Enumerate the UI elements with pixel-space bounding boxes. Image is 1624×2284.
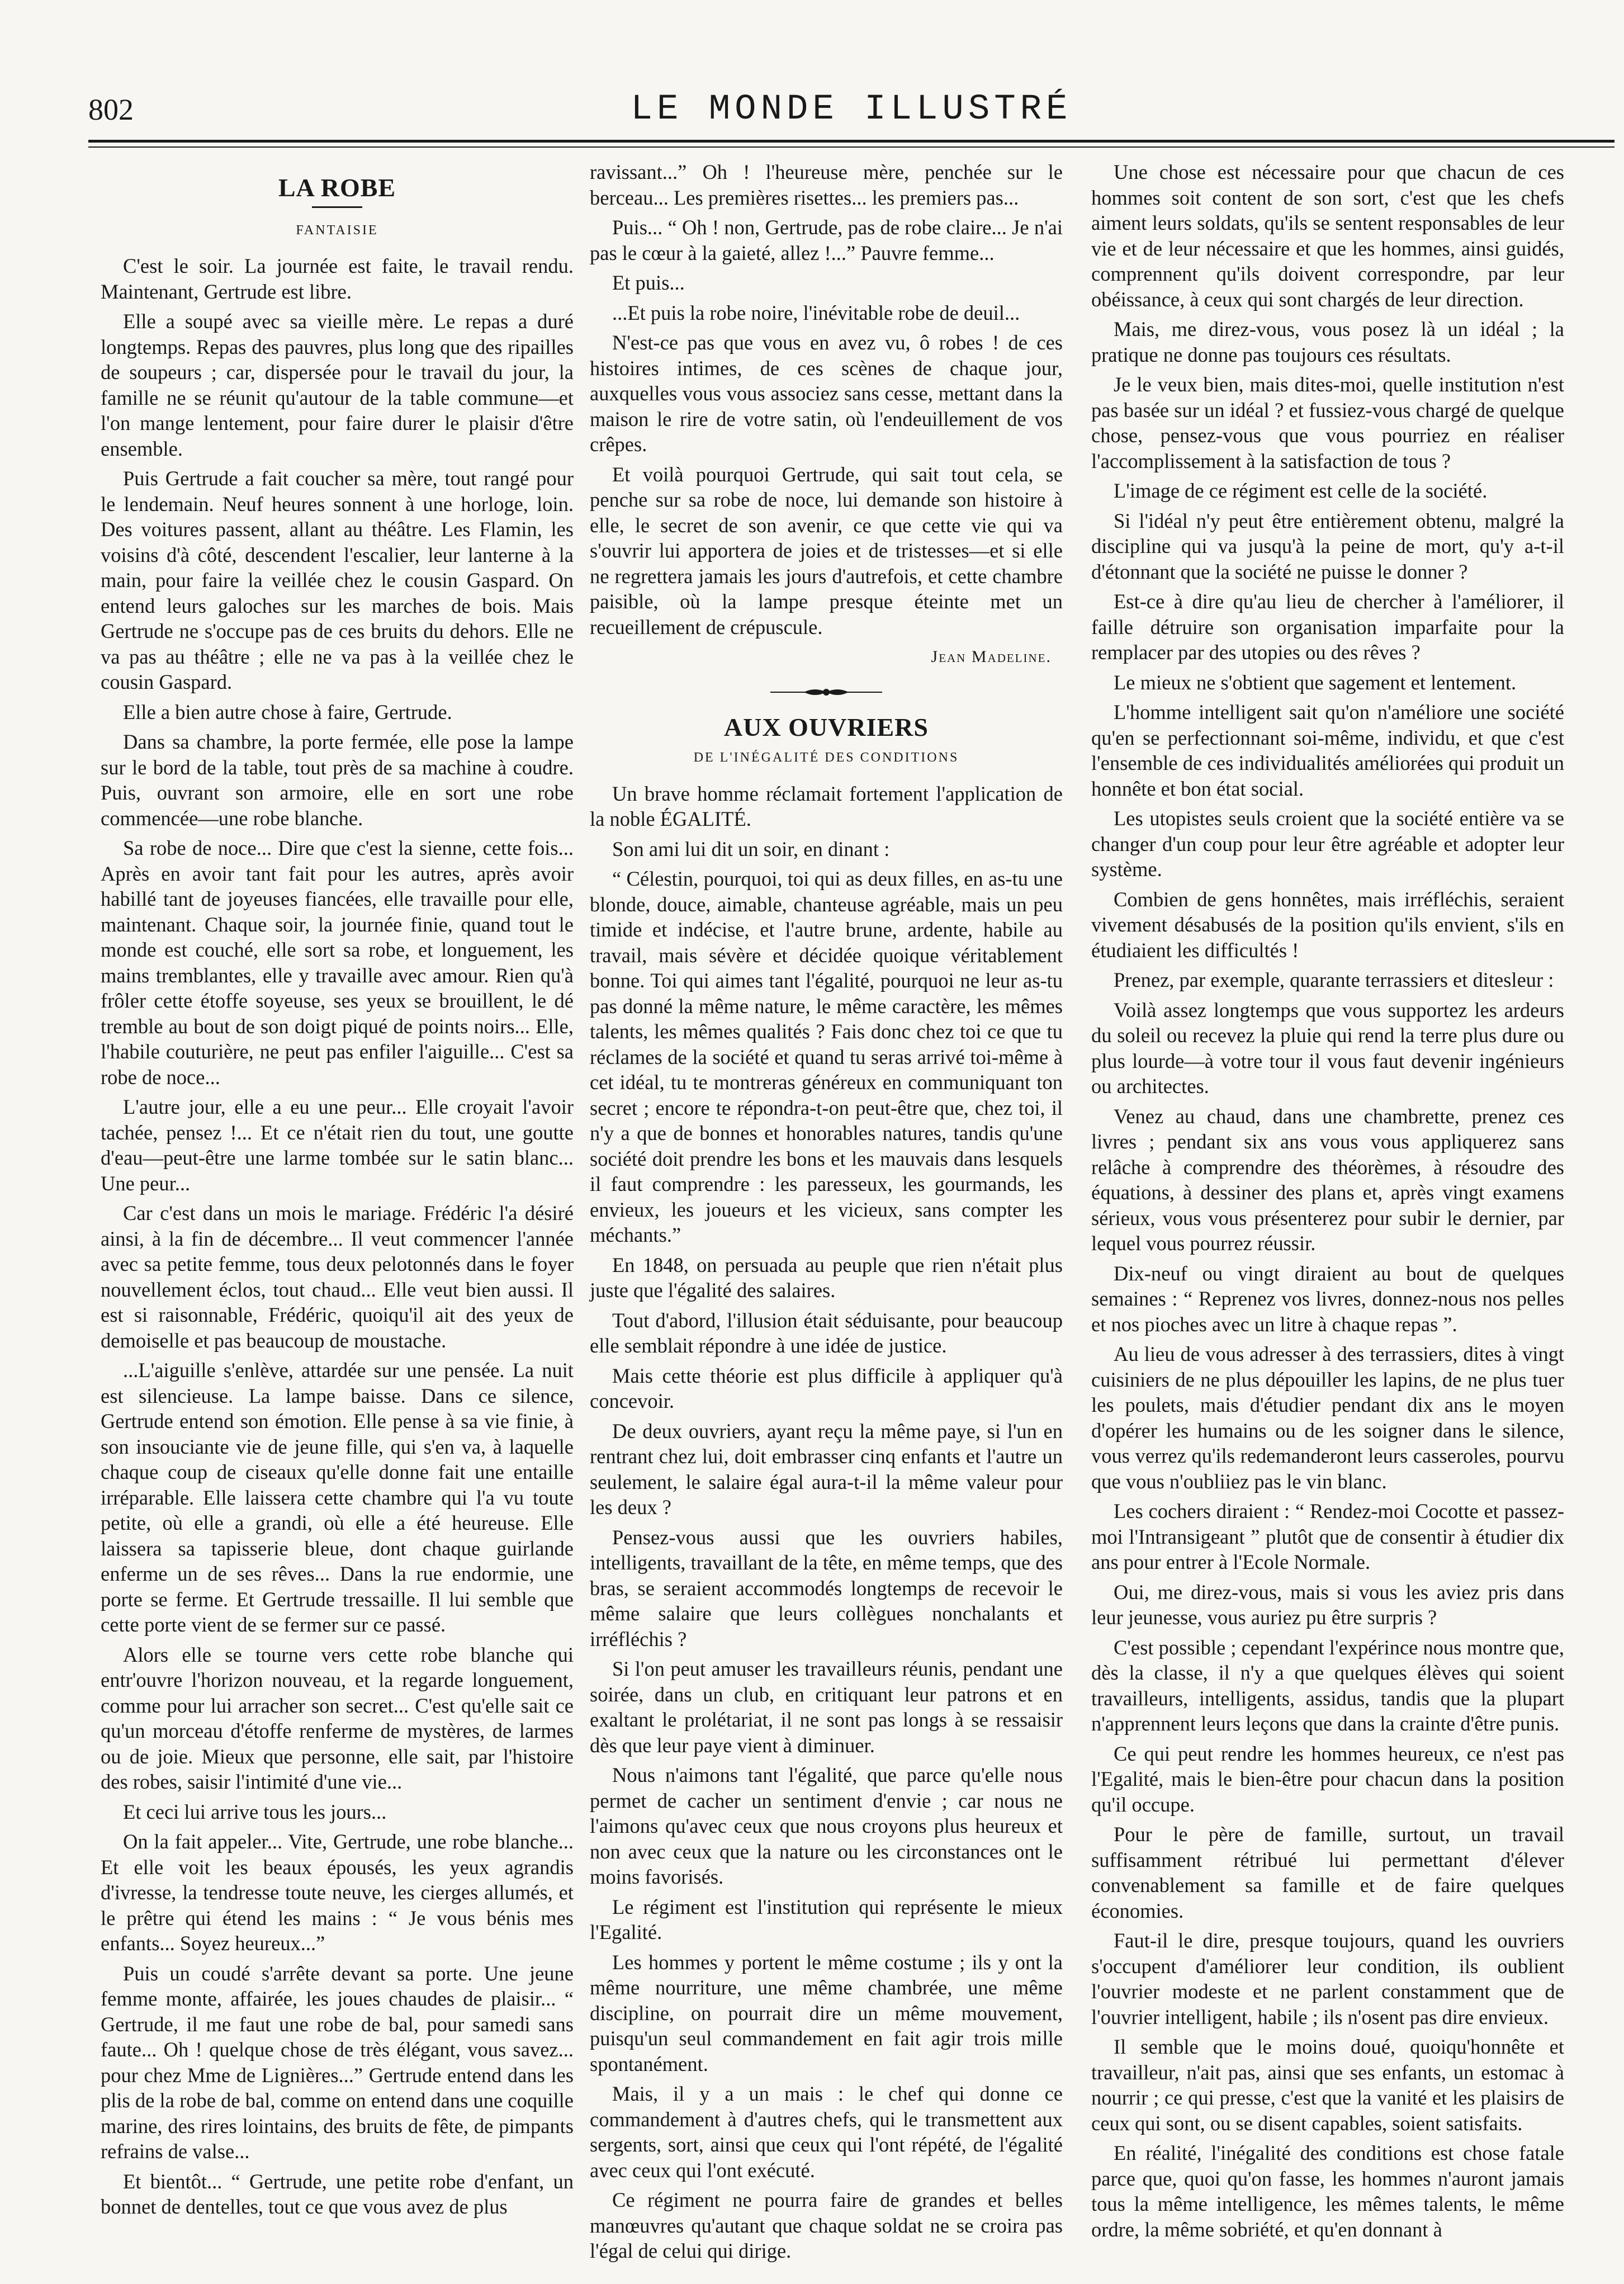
article-body-continued bbox=[1091, 159, 1564, 2242]
paragraph: Mais cette théorie est plus difficile à appliquer qu'à concevoir. bbox=[590, 1364, 1063, 1412]
paragraph: Dix-neuf ou vingt diraient au bout de quelques semaines : “ Reprenez vos livres, donnez-nous nos pelles et nos pioches avec un litre à chaque repas ”. bbox=[1091, 1261, 1564, 1336]
paragraph: Si l'idéal n'y peut être entièrement obtenu, malgré la discipline qui va jusqu'à la peine de mort, qu'y a-t-il d'étonnant que la société ne puisse le donner ? bbox=[1091, 509, 1564, 583]
paragraph: ravissant...” Oh ! l'heureuse mère, penchée sur le berceau... Les premières risettes... les premiers pas... bbox=[590, 160, 1063, 209]
article-title-aux-ouvriers: AUX OUVRIERS bbox=[724, 712, 929, 741]
paragraph: En réalité, l'inégalité des conditions est chose fatale parce que, quoi qu'on fasse, les hommes n'auront jamais tous la même intelligence, les mêmes talents, le même ordre, la même sobriété, et qu'en donnant à bbox=[1091, 2141, 1564, 2241]
paragraph: Sa robe de noce... Dire que c'est la sienne, cette fois... Après en avoir tant fait pour les autres, après avoir habillé tant de joyeuses fiancées, elle travaille pour elle, maintenant. Chaque soir, la journée finie, quand tout le monde est couché, elle sort sa robe, et longuement, les mains tremblantes, elle y travaille avec amour. Rien qu'à frôler cette étoffe soyeuse, ses yeux se brouillent, le dé tremble au bout de son doigt piqué de points noirs... Elle, l'habile couturière, ne peut pas enfiler l'aiguille... C'est sa robe de noce... bbox=[101, 836, 574, 1089]
paragraph: Tout d'abord, l'illusion était séduisante, pour beaucoup elle semblait répondre à une idée de justice. bbox=[590, 1308, 1063, 1357]
paragraph: Son ami lui dit un soir, en dinant : bbox=[612, 837, 890, 860]
article-body bbox=[101, 253, 574, 2220]
paragraph: Si l'on peut amuser les travailleurs réunis, pendant une soirée, dans un club, en critiquant leur patrons et en exaltant le prolétariat, il ne sont pas longs à se ressaisir dès que leur paye vient à diminuer. bbox=[590, 1657, 1063, 1757]
column-2 bbox=[590, 159, 1063, 2262]
header-rule bbox=[88, 140, 1614, 143]
author-signature: Jean Madeline. bbox=[931, 647, 1052, 666]
paragraph: C'est le soir. La journée est faite, le travail rendu. Maintenant, Gertrude est libre. bbox=[101, 254, 574, 303]
paragraph: Oui, me direz-vous, mais si vous les aviez pris dans leur jeunesse, vous auriez pu être surpris ? bbox=[1091, 1580, 1564, 1629]
paragraph: Au lieu de vous adresser à des terrassiers, dites à vingt cuisiniers de ne plus dépouiller les lapins, de ne plus tuer les poulets, mais d'étudier pendant dix ans le moyen d'opérer les humains ou de les soigner dans le silence, vous verrez qu'ils redemanderont leurs casseroles, pourvu que vous n'oubliiez pas le vin blanc. bbox=[1091, 1342, 1564, 1493]
paragraph: Et bientôt... “ Gertrude, une petite robe d'enfant, un bonnet de dentelles, tout ce que vous avez de plus bbox=[101, 2169, 574, 2218]
paragraph: L'homme intelligent sait qu'on n'améliore une société qu'en se perfectionnant soi-même, individu, et que c'est l'ensemble de ces individualités améliorées qui produit un honnête et bon état social. bbox=[1091, 701, 1564, 800]
paragraph: Elle a bien autre chose à faire, Gertrude. bbox=[123, 700, 452, 723]
paragraph: Et puis... bbox=[612, 271, 685, 294]
column-1 bbox=[101, 159, 574, 2250]
article-title-la-robe: LA ROBE bbox=[278, 173, 396, 202]
paragraph: Dans sa chambre, la porte fermée, elle pose la lampe sur le bord de la table, tout près de sa machine à coudre. Puis, ouvrant son armoire, elle en sort une robe commencée—une robe blanche. bbox=[101, 730, 574, 830]
article-subtitle-inegalite: DE L'INÉGALITÉ DES CONDITIONS bbox=[693, 750, 959, 765]
paragraph: Mais, il y a un mais : le chef qui donne ce commandement à d'autres chefs, qui le transmettent aux sergents, sort, ainsi que ceux qui l'ont répété, de l'égalité avec ceux qui l'ont exécuté. bbox=[590, 2082, 1063, 2182]
paragraph: ...L'aiguille s'enlève, attardée sur une pensée. La nuit est silencieuse. La lampe baisse. Dans ce silence, Gertrude entend son émotion. Elle pense à sa vie finie, à son insouciante vie de jeune fille, qui s'en va, à laquelle chaque coup de ciseaux qu'elle donne fait une entaille irréparable. Elle laissera cette chambre qui l'a vu toute petite, où elle a grandi, où elle a été heureuse. Elle laissera sa tapisserie bleue, dont chaque guirlande enferme un de ses rêves... Dans la rue endormie, une porte se ferme. Et Gertrude tressaille. Il lui semble que cette porte vient de se fermer sur ce passé. bbox=[101, 1359, 574, 1636]
paragraph: Prenez, par exemple, quarante terrassiers et ditesleur : bbox=[1114, 968, 1554, 991]
paragraph: Et ceci lui arrive tous les jours... bbox=[123, 1800, 387, 1823]
paragraph: N'est-ce pas que vous en avez vu, ô robes ! de ces histoires intimes, de ces scènes de chaque jour, auxquelles vous vous associez sans cesse, mettant dans la maison le rire de votre satin, où l'endeuillement de vos crêpes. bbox=[590, 331, 1063, 456]
paragraph: Ce qui peut rendre les hommes heureux, ce n'est pas l'Egalité, mais le bien-être pour chacun dans la position qu'il occupe. bbox=[1091, 1742, 1564, 1816]
paragraph: Le régiment est l'institution qui représente le mieux l'Egalité. bbox=[590, 1895, 1063, 1943]
paragraph: Les hommes y portent le même costume ; ils y ont la même nourriture, une même chambrée, une même discipline, on pourrait dire un même mouvement, puisqu'un seul commandement en fait agir trois mille spontanément. bbox=[590, 1950, 1063, 2075]
page-header bbox=[88, 87, 1614, 137]
article-subtitle-fantaisie: FANTAISIE bbox=[296, 223, 378, 238]
paragraph: En 1848, on persuada au peuple que rien n'était plus juste que l'égalité des salaires. bbox=[590, 1253, 1063, 1302]
ornament-divider-icon bbox=[770, 685, 882, 699]
paragraph: Un brave homme réclamait fortement l'application de la noble ÉGALITÉ. bbox=[590, 782, 1063, 830]
paragraph: Et voilà pourquoi Gertrude, qui sait tout cela, se penche sur sa robe de noce, lui demande son histoire à elle, le secret de son avenir, ce que cette vie qui va s'ouvrir lui apportera de joies et de tristesses—et si elle ne regrettera jamais les jours d'autrefois, et cette chambre paisible, où la lampe presque éteinte met un recueillement de crépuscule. bbox=[590, 462, 1063, 639]
paragraph: Puis Gertrude a fait coucher sa mère, tout rangé pour le lendemain. Neuf heures sonnent à une horloge, loin. Des voitures passent, allant au théâtre. Les Flamin, les voisins d'à côté, descendent l'escalier, leur lanterne à la main, pour faire la veillée chez le cousin Gaspard. On entend leurs galoches sur les marches de bois. Mais Gertrude ne s'occupe pas de ces bruits du dehors. Elle ne va pas au théâtre ; elle ne va pas à la veillée chez le cousin Gaspard. bbox=[101, 467, 574, 693]
paragraph: Ce régiment ne pourra faire de grandes et belles manœuvres qu'autant que chaque soldat ne se croira pas l'égal de celui qui dirige. bbox=[590, 2188, 1063, 2262]
paragraph: Combien de gens honnêtes, mais irréfléchis, seraient vivement désabusés de la position qu'ils envient, s'ils en étudiaient les difficultés ! bbox=[1091, 887, 1564, 962]
paragraph: Mais, me direz-vous, vous posez là un idéal ; la pratique ne donne pas toujours ces résultats. bbox=[1091, 318, 1564, 366]
paragraph: Voilà assez longtemps que vous supportez les ardeurs du soleil ou recevez la pluie qui rend la terre plus dure ou plus lourde—à votre tour il vous faut devenir ingénieurs ou architectes. bbox=[1091, 998, 1564, 1098]
paragraph: Les utopistes seuls croient que la société entière va se changer d'un coup pour leur être agréable et adopter leur système. bbox=[1091, 807, 1564, 881]
paragraph: Est-ce à dire qu'au lieu de chercher à l'améliorer, il faille détruire son organisation imparfaite pour la remplacer par des utopies ou des rêves ? bbox=[1091, 590, 1564, 664]
page-number: 802 bbox=[88, 93, 134, 126]
paragraph: Pour le père de famille, surtout, un travail suffisamment rétribué lui permettant d'élever convenablement sa famille et de faire quelques économies. bbox=[1091, 1823, 1564, 1922]
paragraph: L'autre jour, elle a eu une peur... Elle croyait l'avoir tachée, pensez !... Et ce n'était rien du tout, une goutte d'eau—peut-être une larme tombée sur le satin blanc... Une peur... bbox=[101, 1095, 574, 1195]
paragraph: Il semble que le moins doué, quoiqu'honnête et travailleur, n'ait pas, ainsi que ses enfants, un estomac à nourrir ; ce qui presse, c'est que la vanité et les plaisirs de ceux qui sont, ou se disent capables, soient satisfaits. bbox=[1091, 2035, 1564, 2135]
paragraph: Elle a soupé avec sa vieille mère. Le repas a duré longtemps. Repas des pauvres, plus long que des ripailles de soupeurs ; car, dispersée pour le travail du jour, la famille ne se réunit qu'autour de la table commune—et l'on mange lentement, pour faire durer le plaisir d'être ensemble. bbox=[101, 310, 574, 460]
paragraph: Venez au chaud, dans une chambrette, prenez ces livres ; pendant six ans vous vous appliquerez sans relâche à comprendre des théorèmes, à résoudre des équations, à dessiner des plans et, après vingt examens sérieux, vous vous présenterez pour subir le dernier, par lequel vous pourrez réussir. bbox=[1091, 1104, 1564, 1255]
paragraph: Je le veux bien, mais dites-moi, quelle institution n'est pas basée sur un idéal ? et fussiez-vous chargé de quelque chose, pensez-vous que vous pourriez en réaliser l'accomplissement à la satisfaction de tous ? bbox=[1091, 373, 1564, 472]
paragraph: C'est possible ; cependant l'expérince nous montre que, dès la classe, il n'y a que quelques élèves qui soient travailleurs, intelligents, assidus, tandis que la plupart n'apprennent leurs leçons que dans la crainte d'être punis. bbox=[1091, 1635, 1564, 1735]
article-body-continued bbox=[590, 159, 1063, 640]
paragraph: Faut-il le dire, presque toujours, quand les ouvriers s'occupent d'améliorer leur condition, ils oublient l'ouvrier modeste et ne parlent constamment que de l'ouvrier intelligent, habile ; ils n'osent pas dire envieux. bbox=[1091, 1929, 1564, 2028]
column-3 bbox=[1091, 159, 1564, 2250]
paragraph: Car c'est dans un mois le mariage. Frédéric l'a désiré ainsi, à la fin de décembre... Il veut commencer l'année avec sa petite femme, tous deux pelotonnés dans le foyer nouvellement éclos, tout chaud... Elle veut bien aussi. Il est si raisonnable, Frédéric, quoiqu'il ait des yeux de demoiselle et pas beaucoup de moustache. bbox=[101, 1202, 574, 1352]
paragraph: Les cochers diraient : “ Rendez-moi Cocotte et passez-moi l'Intransigeant ” plutôt que de consentir à étudier dix ans pour entrer à l'Ecole Normale. bbox=[1091, 1500, 1564, 1573]
paragraph: ...Et puis la robe noire, l'inévitable robe de deuil... bbox=[612, 301, 1020, 324]
paragraph: Puis... “ Oh ! non, Gertrude, pas de robe claire... Je n'ai pas le cœur à la gaieté, allez !...” Pauvre femme... bbox=[590, 216, 1063, 264]
paragraph: Puis un coudé s'arrête devant sa porte. Une jeune femme monte, affairée, les joues chaudes de plaisir... “ Gertrude, il me faut une robe de bal, pour samedi sans faute... Oh ! quelque chose de très élégant, vous savez... pour chez Mme de Lignières...” Gertrude entend dans les plis de la robe de bal, comme on entend dans une coquille marine, des rires lointains, des bruits de fête, de pimpants refrains de valse... bbox=[101, 1961, 574, 2163]
masthead: LE MONDE ILLUSTRÉ bbox=[631, 89, 1072, 130]
paragraph: De deux ouvriers, ayant reçu la même paye, si l'un en rentrant chez lui, doit embrasser cinq enfants et l'autre un seulement, le salaire égal aura-t-il la même valeur pour les deux ? bbox=[590, 1419, 1063, 1519]
paragraph: Alors elle se tourne vers cette robe blanche qui entr'ouvre l'horizon nouveau, et la regarde longuement, comme pour lui arracher son secret... C'est qu'elle sait ce qu'un morceau d'étoffe renferme de mystères, de larmes ou de joie. Mieux que personne, elle sait, par l'histoire des robes, saisir l'intimité d'une vie... bbox=[101, 1643, 574, 1793]
title-rule bbox=[312, 206, 362, 208]
article-body bbox=[590, 781, 1063, 2264]
paragraph: On la fait appeler... Vite, Gertrude, une robe blanche... Et elle voit les beaux épousés, les yeux agrandis d'ivresse, la tendresse toute neuve, les cierges allumés, et le prêtre qui étend les mains : “ Je vous bénis mes enfants... Soyez heureux...” bbox=[101, 1830, 574, 1955]
paragraph: L'image de ce régiment est celle de la société. bbox=[1114, 479, 1488, 502]
paragraph: Une chose est nécessaire pour que chacun de ces hommes soit content de son sort, c'est que les chefs aiment leurs soldats, qu'ils se sentent responsables de leur vie et de leur nécessaire et que les hommes, ainsi guidés, comprennent qu'ils doivent correspondre, par leur obéissance, à ceux qui sont chargés de leur direction. bbox=[1091, 160, 1564, 311]
header-rule-thin bbox=[88, 146, 1614, 148]
paragraph: Le mieux ne s'obtient que sagement et lentement. bbox=[1114, 670, 1517, 694]
paragraph: “ Célestin, pourquoi, toi qui as deux filles, en as-tu une blonde, douce, aimable, chanteuse agréable, mais un peu timide et indécise, et l'autre brune, ardente, habile au travail, mais sévère et décidée quoique véritablement bonne. Toi qui aimes tant l'égalité, pourquoi ne leur as-tu pas donné la même nature, le même caractère, les mêmes talents, les mêmes qualités ? Fais donc chez toi ce que tu réclames de la société et quand tu seras arrivé toi-même à cet idéal, tu te montreras généreux en communiquant ton secret ; encore te répondra-t-on peut-être que, chez toi, il n'y a que de bonnes et honorables natures, tandis qu'une société doit prendre les bons et les mauvais dans lesquels il faut comprendre : les paresseux, les gourmands, les envieux, les joueurs et les vicieux, sans compter les méchants.” bbox=[590, 867, 1063, 1246]
paragraph: Nous n'aimons tant l'égalité, que parce qu'elle nous permet de cacher un sentiment d'envie ; car nous ne l'aimons qu'avec ceux que nous croyons plus heureux et non avec ceux que la nature ou les circonstances ont le moins favorisés. bbox=[590, 1763, 1063, 1888]
paragraph: Pensez-vous aussi que les ouvriers habiles, intelligents, travaillant de la tête, en même temps, que des bras, se seraient accommodés longtemps de recevoir le même salaire que leurs collègues nonchalants et irréfléchis ? bbox=[590, 1525, 1063, 1651]
